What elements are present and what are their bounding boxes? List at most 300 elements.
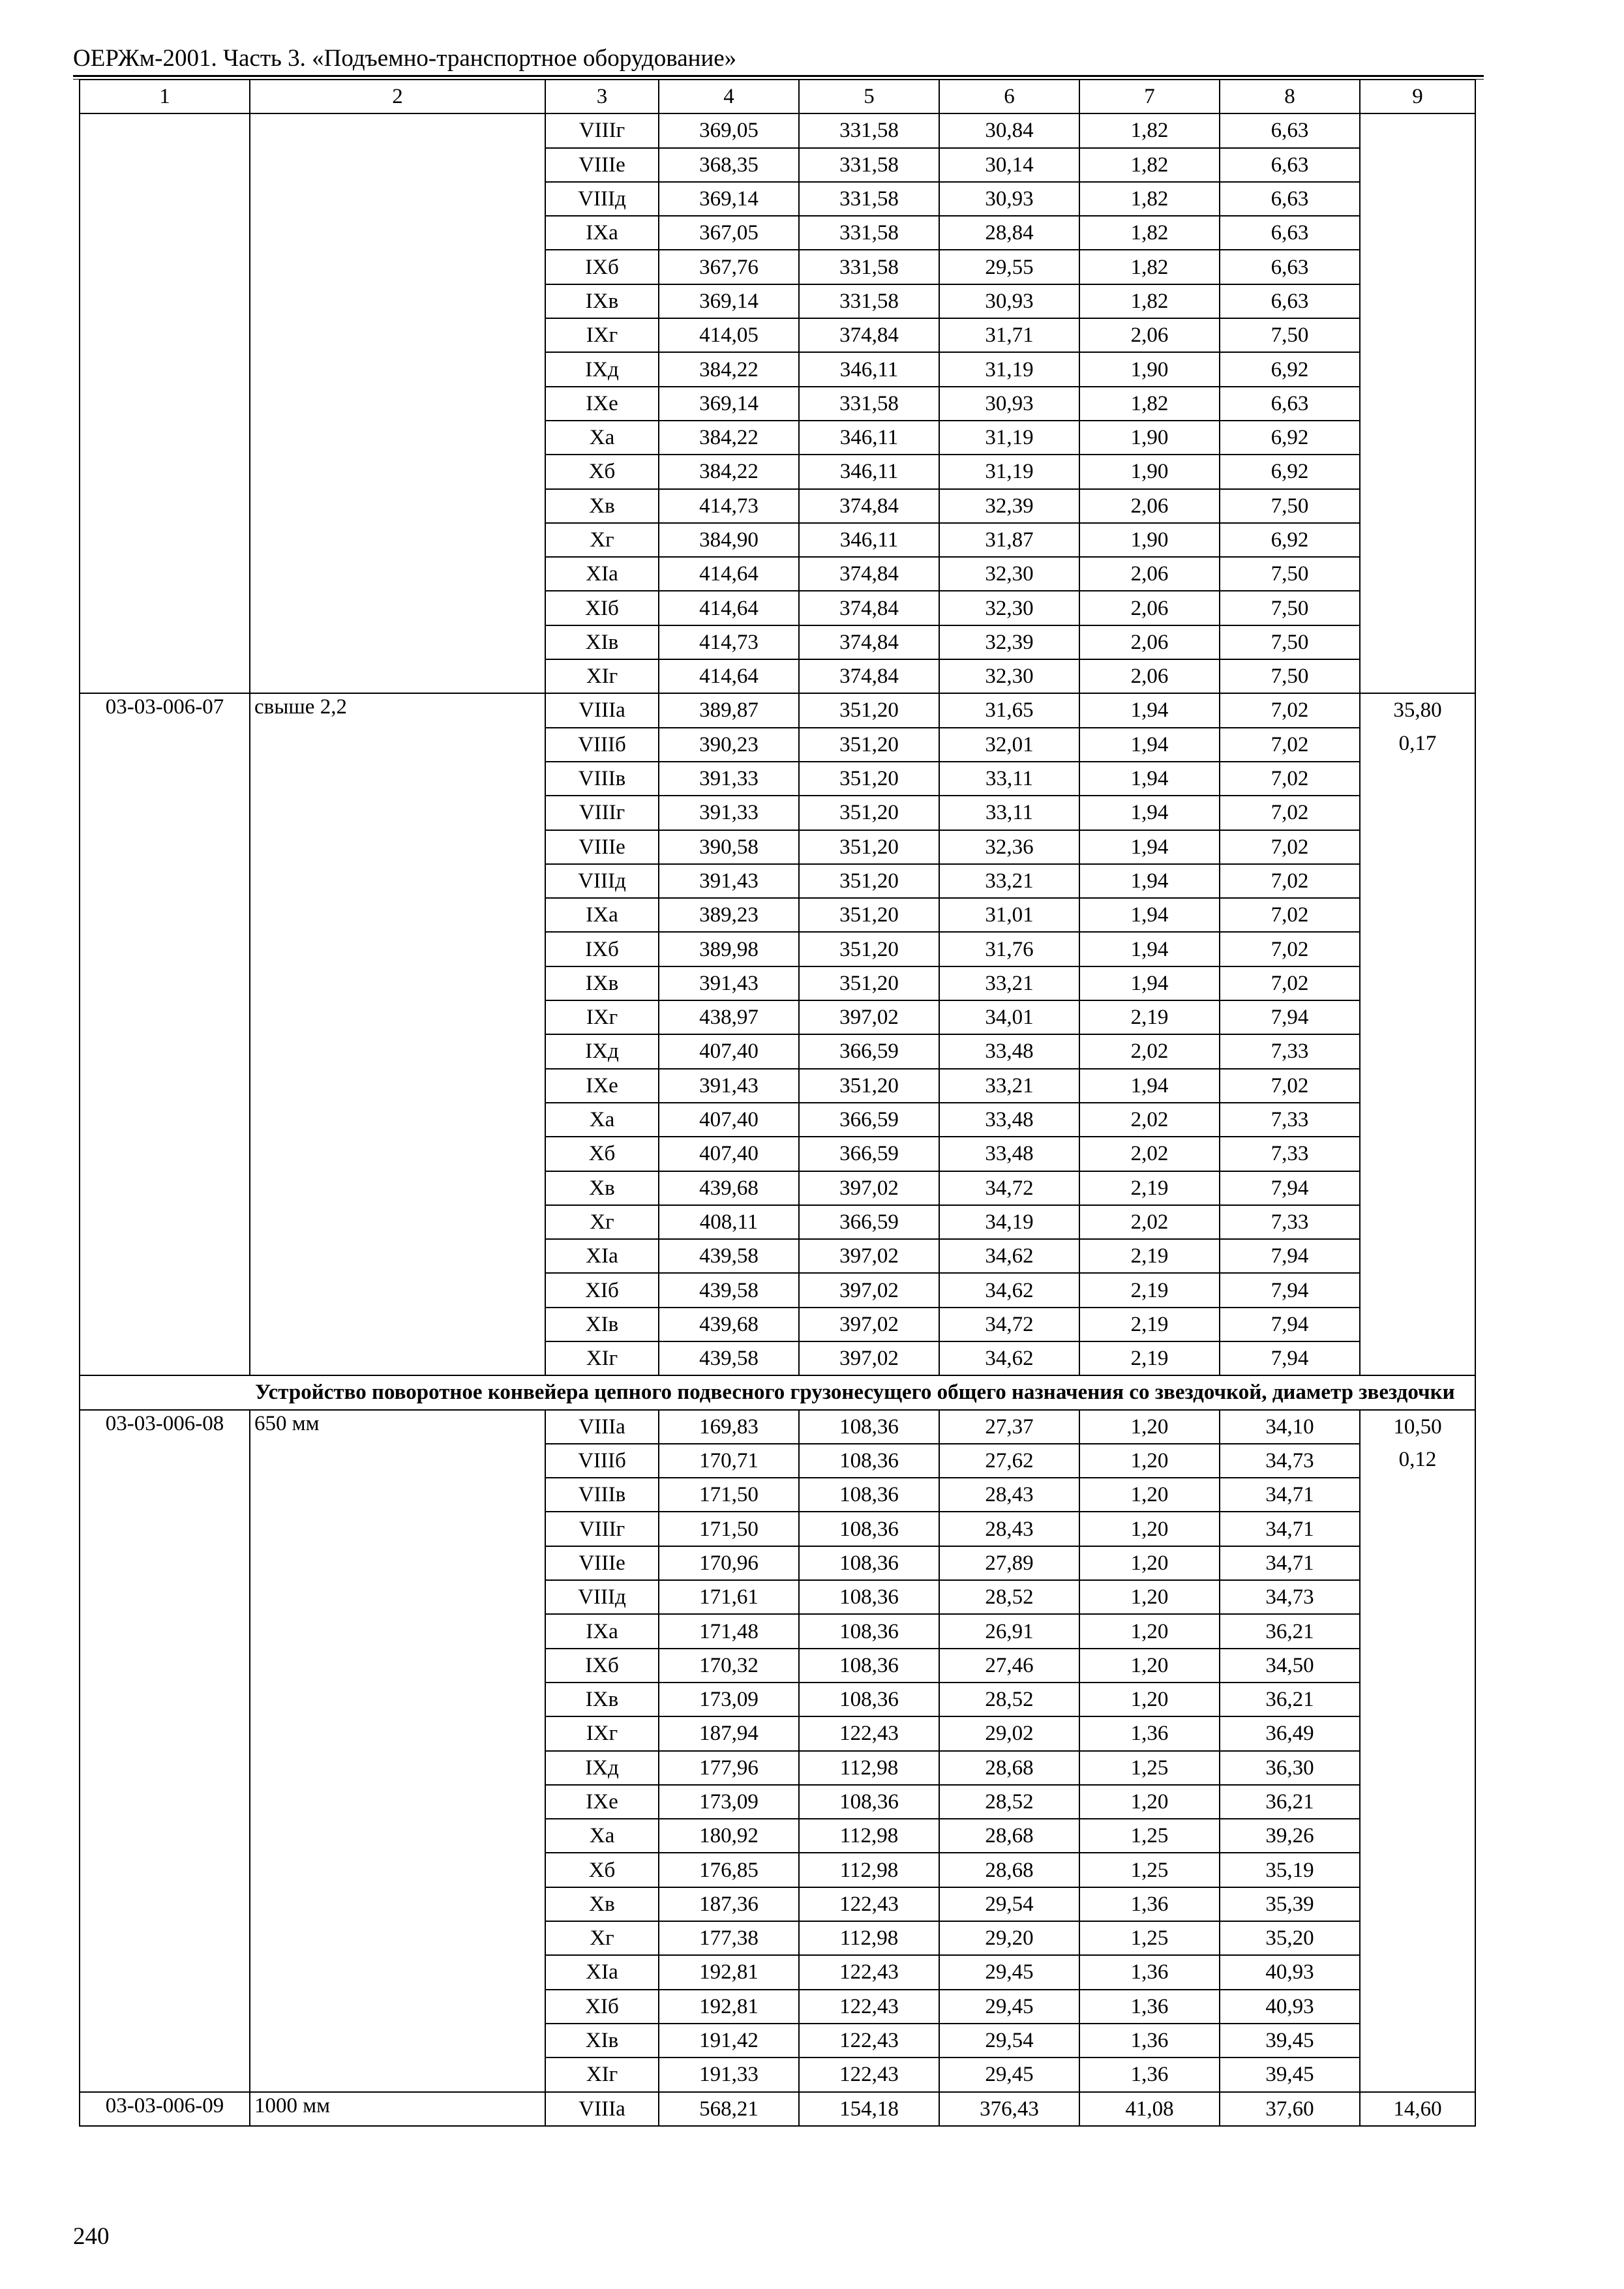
value-cell: 31,01 <box>939 898 1079 932</box>
column-number-row <box>80 80 1475 113</box>
value-cell: 32,39 <box>939 489 1079 523</box>
value-cell: 35,20 <box>1220 1921 1360 1955</box>
region-cell: Xа <box>545 1103 659 1137</box>
region-cell: IXе <box>545 1785 659 1819</box>
value-cell: 2,06 <box>1079 659 1220 693</box>
value-cell: 34,50 <box>1220 1649 1360 1683</box>
value-cell: 34,10 <box>1220 1410 1360 1444</box>
value-cell: 31,76 <box>939 932 1079 966</box>
value-cell: 1,94 <box>1079 1069 1220 1103</box>
value-cell: 1,94 <box>1079 728 1220 762</box>
region-cell: XIв <box>545 2024 659 2057</box>
value-cell: 29,02 <box>939 1716 1079 1750</box>
value-cell: 1,20 <box>1079 1410 1220 1444</box>
value-cell: 7,50 <box>1220 659 1360 693</box>
value-cell: 1,82 <box>1079 113 1220 147</box>
value-cell: 397,02 <box>799 1308 939 1341</box>
value-cell: 36,21 <box>1220 1785 1360 1819</box>
value-cell: 1,36 <box>1079 1990 1220 2024</box>
value-cell: 31,65 <box>939 693 1079 727</box>
value-cell: 108,36 <box>799 1649 939 1683</box>
value-cell: 414,64 <box>659 659 799 693</box>
value-cell: 33,11 <box>939 796 1079 830</box>
value-cell: 1,94 <box>1079 864 1220 898</box>
col9-cell <box>1360 1410 1475 2092</box>
region-cell: XIа <box>545 1239 659 1273</box>
value-cell: 122,43 <box>799 1990 939 2024</box>
value-cell: 7,02 <box>1220 693 1360 727</box>
value-cell: 32,36 <box>939 830 1079 864</box>
value-cell: 351,20 <box>799 864 939 898</box>
region-cell: IXб <box>545 250 659 284</box>
region-cell: IXб <box>545 932 659 966</box>
value-cell: 28,43 <box>939 1512 1079 1546</box>
value-cell: 391,43 <box>659 864 799 898</box>
value-cell: 170,71 <box>659 1444 799 1478</box>
value-cell: 2,06 <box>1079 318 1220 352</box>
col9-value: 0,12 <box>1398 1447 1437 1471</box>
value-cell: 7,02 <box>1220 796 1360 830</box>
value-cell: 191,42 <box>659 2024 799 2057</box>
column-number-cell: 9 <box>1360 80 1475 113</box>
value-cell: 414,64 <box>659 557 799 591</box>
value-cell: 7,94 <box>1220 1341 1360 1375</box>
value-cell: 369,14 <box>659 284 799 318</box>
value-cell: 439,68 <box>659 1308 799 1341</box>
value-cell: 36,21 <box>1220 1614 1360 1648</box>
value-cell: 346,11 <box>799 352 939 386</box>
region-cell: VIIIг <box>545 1512 659 1546</box>
region-cell: VIIIе <box>545 1546 659 1580</box>
col9-cell <box>1360 113 1475 693</box>
value-cell: 40,93 <box>1220 1990 1360 2024</box>
value-cell: 331,58 <box>799 113 939 147</box>
page-number: 240 <box>73 2223 110 2250</box>
value-cell: 369,14 <box>659 182 799 216</box>
value-cell: 171,48 <box>659 1614 799 1648</box>
value-cell: 33,48 <box>939 1103 1079 1137</box>
value-cell: 414,64 <box>659 591 799 625</box>
value-cell: 31,19 <box>939 421 1079 455</box>
value-cell: 351,20 <box>799 932 939 966</box>
value-cell: 2,19 <box>1079 1308 1220 1341</box>
value-cell: 1,82 <box>1079 182 1220 216</box>
value-cell: 346,11 <box>799 523 939 557</box>
region-cell: XIа <box>545 557 659 591</box>
value-cell: 414,73 <box>659 625 799 659</box>
rate-name-cell: 1000 мм <box>250 2092 545 2126</box>
value-cell: 28,68 <box>939 1751 1079 1785</box>
value-cell: 122,43 <box>799 2057 939 2091</box>
value-cell: 366,59 <box>799 1103 939 1137</box>
region-cell: Xа <box>545 1819 659 1853</box>
value-cell: 39,45 <box>1220 2057 1360 2091</box>
value-cell: 34,72 <box>939 1308 1079 1341</box>
value-cell: 34,62 <box>939 1341 1079 1375</box>
value-cell: 122,43 <box>799 1955 939 1989</box>
table-row <box>80 1410 1475 1444</box>
column-number-cell: 5 <box>799 80 939 113</box>
value-cell: 2,19 <box>1079 1273 1220 1307</box>
value-cell: 7,94 <box>1220 1171 1360 1205</box>
value-cell: 30,93 <box>939 387 1079 421</box>
rate-name-cell: 650 мм <box>250 1410 545 2092</box>
value-cell: 36,49 <box>1220 1716 1360 1750</box>
value-cell: 351,20 <box>799 966 939 1000</box>
value-cell: 112,98 <box>799 1921 939 1955</box>
value-cell: 122,43 <box>799 1887 939 1921</box>
value-cell: 351,20 <box>799 796 939 830</box>
value-cell: 7,33 <box>1220 1205 1360 1239</box>
value-cell: 351,20 <box>799 1069 939 1103</box>
page-header-title: ОЕРЖм-2001. Часть 3. «Подъемно-транспортное оборудование» <box>73 45 737 72</box>
region-cell: IXе <box>545 387 659 421</box>
table-body <box>80 113 1475 2126</box>
value-cell: 7,94 <box>1220 1273 1360 1307</box>
value-cell: 397,02 <box>799 1341 939 1375</box>
value-cell: 37,60 <box>1220 2092 1360 2126</box>
value-cell: 1,20 <box>1079 1683 1220 1716</box>
value-cell: 397,02 <box>799 1000 939 1034</box>
section-title: Устройство поворотное конвейера цепного подвесного грузонесущего общего назначения со звездочкой, диаметр звездочки <box>250 1375 1475 1409</box>
column-number-cell: 6 <box>939 80 1079 113</box>
value-cell: 30,93 <box>939 284 1079 318</box>
value-cell: 351,20 <box>799 693 939 727</box>
value-cell: 34,62 <box>939 1239 1079 1273</box>
value-cell: 169,83 <box>659 1410 799 1444</box>
value-cell: 351,20 <box>799 830 939 864</box>
value-cell: 1,94 <box>1079 796 1220 830</box>
value-cell: 7,02 <box>1220 728 1360 762</box>
value-cell: 34,72 <box>939 1171 1079 1205</box>
region-cell: VIIIг <box>545 796 659 830</box>
value-cell: 2,06 <box>1079 489 1220 523</box>
region-cell: IXв <box>545 284 659 318</box>
table-row <box>80 693 1475 727</box>
value-cell: 1,20 <box>1079 1785 1220 1819</box>
value-cell: 122,43 <box>799 2024 939 2057</box>
value-cell: 1,36 <box>1079 1716 1220 1750</box>
value-cell: 6,92 <box>1220 523 1360 557</box>
column-number-cell: 3 <box>545 80 659 113</box>
region-cell: XIг <box>545 2057 659 2091</box>
rate-name-cell: свыше 2,2 <box>250 693 545 1375</box>
region-cell: IXа <box>545 1614 659 1648</box>
value-cell: 351,20 <box>799 762 939 796</box>
value-cell: 6,63 <box>1220 387 1360 421</box>
value-cell: 7,94 <box>1220 1239 1360 1273</box>
value-cell: 6,63 <box>1220 113 1360 147</box>
value-cell: 27,37 <box>939 1410 1079 1444</box>
value-cell: 27,62 <box>939 1444 1079 1478</box>
value-cell: 171,50 <box>659 1512 799 1546</box>
value-cell: 1,90 <box>1079 523 1220 557</box>
value-cell: 391,43 <box>659 966 799 1000</box>
value-cell: 30,14 <box>939 148 1079 182</box>
value-cell: 1,90 <box>1079 421 1220 455</box>
value-cell: 108,36 <box>799 1683 939 1716</box>
value-cell: 389,98 <box>659 932 799 966</box>
value-cell: 7,50 <box>1220 318 1360 352</box>
value-cell: 30,84 <box>939 113 1079 147</box>
region-cell: Xг <box>545 1205 659 1239</box>
value-cell: 7,02 <box>1220 830 1360 864</box>
region-cell: XIв <box>545 625 659 659</box>
value-cell: 7,02 <box>1220 898 1360 932</box>
value-cell: 2,06 <box>1079 625 1220 659</box>
region-cell: VIIIб <box>545 728 659 762</box>
value-cell: 187,94 <box>659 1716 799 1750</box>
value-cell: 28,43 <box>939 1478 1079 1512</box>
value-cell: 2,02 <box>1079 1137 1220 1171</box>
value-cell: 6,63 <box>1220 216 1360 250</box>
col9-value: 10,50 <box>1393 1414 1442 1439</box>
value-cell: 7,02 <box>1220 966 1360 1000</box>
value-cell: 170,96 <box>659 1546 799 1580</box>
value-cell: 1,20 <box>1079 1444 1220 1478</box>
region-cell: XIв <box>545 1308 659 1341</box>
region-cell: Xв <box>545 1171 659 1205</box>
value-cell: 1,82 <box>1079 284 1220 318</box>
region-cell: Xа <box>545 421 659 455</box>
value-cell: 177,96 <box>659 1751 799 1785</box>
value-cell: 391,43 <box>659 1069 799 1103</box>
region-cell: VIIIа <box>545 693 659 727</box>
value-cell: 112,98 <box>799 1853 939 1887</box>
value-cell: 34,71 <box>1220 1512 1360 1546</box>
value-cell: 36,30 <box>1220 1751 1360 1785</box>
value-cell: 1,36 <box>1079 2057 1220 2091</box>
region-cell: IXе <box>545 1069 659 1103</box>
value-cell: 108,36 <box>799 1546 939 1580</box>
table-row <box>80 113 1475 147</box>
value-cell: 31,19 <box>939 455 1079 488</box>
value-cell: 331,58 <box>799 284 939 318</box>
region-cell: Xг <box>545 523 659 557</box>
value-cell: 1,20 <box>1079 1580 1220 1614</box>
value-cell: 2,02 <box>1079 1103 1220 1137</box>
col9-cell <box>1360 2092 1475 2126</box>
value-cell: 346,11 <box>799 455 939 488</box>
value-cell: 33,11 <box>939 762 1079 796</box>
value-cell: 369,05 <box>659 113 799 147</box>
value-cell: 29,45 <box>939 1955 1079 1989</box>
value-cell: 108,36 <box>799 1410 939 1444</box>
value-cell: 108,36 <box>799 1580 939 1614</box>
value-cell: 33,48 <box>939 1034 1079 1068</box>
value-cell: 177,38 <box>659 1921 799 1955</box>
value-cell: 1,25 <box>1079 1819 1220 1853</box>
value-cell: 397,02 <box>799 1171 939 1205</box>
value-cell: 374,84 <box>799 659 939 693</box>
value-cell: 439,58 <box>659 1273 799 1307</box>
value-cell: 122,43 <box>799 1716 939 1750</box>
value-cell: 187,36 <box>659 1887 799 1921</box>
rate-code-cell <box>80 113 250 693</box>
value-cell: 34,71 <box>1220 1546 1360 1580</box>
value-cell: 35,19 <box>1220 1853 1360 1887</box>
value-cell: 7,50 <box>1220 591 1360 625</box>
value-cell: 407,40 <box>659 1034 799 1068</box>
rate-code-cell: 03-03-006-08 <box>80 1410 250 2092</box>
region-cell: VIIIд <box>545 182 659 216</box>
value-cell: 439,58 <box>659 1239 799 1273</box>
value-cell: 171,61 <box>659 1580 799 1614</box>
value-cell: 29,20 <box>939 1921 1079 1955</box>
value-cell: 27,89 <box>939 1546 1079 1580</box>
value-cell: 33,21 <box>939 864 1079 898</box>
value-cell: 28,68 <box>939 1853 1079 1887</box>
value-cell: 7,33 <box>1220 1103 1360 1137</box>
value-cell: 1,94 <box>1079 966 1220 1000</box>
value-cell: 1,36 <box>1079 1887 1220 1921</box>
value-cell: 369,14 <box>659 387 799 421</box>
value-cell: 7,94 <box>1220 1000 1360 1034</box>
region-cell: Xб <box>545 1853 659 1887</box>
value-cell: 407,40 <box>659 1103 799 1137</box>
region-cell: IXа <box>545 898 659 932</box>
col9-value: 14,60 <box>1393 2097 1442 2121</box>
value-cell: 34,71 <box>1220 1478 1360 1512</box>
rates-table <box>79 79 1476 2127</box>
value-cell: 384,22 <box>659 455 799 488</box>
value-cell: 36,21 <box>1220 1683 1360 1716</box>
region-cell: IXг <box>545 318 659 352</box>
value-cell: 1,20 <box>1079 1546 1220 1580</box>
value-cell: 331,58 <box>799 250 939 284</box>
value-cell: 408,11 <box>659 1205 799 1239</box>
value-cell: 1,20 <box>1079 1478 1220 1512</box>
value-cell: 33,48 <box>939 1137 1079 1171</box>
value-cell: 108,36 <box>799 1614 939 1648</box>
region-cell: IXг <box>545 1716 659 1750</box>
value-cell: 176,85 <box>659 1853 799 1887</box>
value-cell: 439,68 <box>659 1171 799 1205</box>
value-cell: 2,06 <box>1079 591 1220 625</box>
value-cell: 384,22 <box>659 421 799 455</box>
value-cell: 384,22 <box>659 352 799 386</box>
value-cell: 1,82 <box>1079 148 1220 182</box>
value-cell: 7,33 <box>1220 1137 1360 1171</box>
value-cell: 7,02 <box>1220 1069 1360 1103</box>
empty-cell <box>80 1375 250 1409</box>
value-cell: 32,30 <box>939 659 1079 693</box>
region-cell: XIб <box>545 591 659 625</box>
value-cell: 32,39 <box>939 625 1079 659</box>
value-cell: 389,87 <box>659 693 799 727</box>
region-cell: Xв <box>545 489 659 523</box>
column-number-cell: 2 <box>250 80 545 113</box>
value-cell: 39,45 <box>1220 2024 1360 2057</box>
table-row <box>80 2092 1475 2126</box>
region-cell: IXд <box>545 1034 659 1068</box>
value-cell: 41,08 <box>1079 2092 1220 2126</box>
value-cell: 31,71 <box>939 318 1079 352</box>
value-cell: 29,54 <box>939 2024 1079 2057</box>
value-cell: 7,94 <box>1220 1308 1360 1341</box>
value-cell: 2,19 <box>1079 1239 1220 1273</box>
value-cell: 154,18 <box>799 2092 939 2126</box>
value-cell: 173,09 <box>659 1785 799 1819</box>
region-cell: IXд <box>545 1751 659 1785</box>
region-cell: VIIIв <box>545 762 659 796</box>
value-cell: 171,50 <box>659 1478 799 1512</box>
value-cell: 1,82 <box>1079 216 1220 250</box>
value-cell: 34,19 <box>939 1205 1079 1239</box>
value-cell: 366,59 <box>799 1034 939 1068</box>
value-cell: 191,33 <box>659 2057 799 2091</box>
value-cell: 351,20 <box>799 898 939 932</box>
region-cell: VIIIг <box>545 113 659 147</box>
value-cell: 34,73 <box>1220 1580 1360 1614</box>
value-cell: 367,05 <box>659 216 799 250</box>
region-cell: IXд <box>545 352 659 386</box>
value-cell: 1,20 <box>1079 1614 1220 1648</box>
value-cell: 7,50 <box>1220 625 1360 659</box>
value-cell: 35,39 <box>1220 1887 1360 1921</box>
value-cell: 28,52 <box>939 1683 1079 1716</box>
value-cell: 384,90 <box>659 523 799 557</box>
value-cell: 397,02 <box>799 1273 939 1307</box>
region-cell: VIIIд <box>545 864 659 898</box>
value-cell: 6,92 <box>1220 455 1360 488</box>
value-cell: 26,91 <box>939 1614 1079 1648</box>
value-cell: 34,01 <box>939 1000 1079 1034</box>
value-cell: 407,40 <box>659 1137 799 1171</box>
value-cell: 374,84 <box>799 625 939 659</box>
value-cell: 34,73 <box>1220 1444 1360 1478</box>
value-cell: 346,11 <box>799 421 939 455</box>
region-cell: XIа <box>545 1955 659 1989</box>
value-cell: 31,19 <box>939 352 1079 386</box>
value-cell: 34,62 <box>939 1273 1079 1307</box>
value-cell: 112,98 <box>799 1751 939 1785</box>
value-cell: 2,19 <box>1079 1341 1220 1375</box>
value-cell: 331,58 <box>799 387 939 421</box>
value-cell: 6,63 <box>1220 250 1360 284</box>
value-cell: 390,23 <box>659 728 799 762</box>
value-cell: 31,87 <box>939 523 1079 557</box>
value-cell: 32,30 <box>939 557 1079 591</box>
value-cell: 366,59 <box>799 1205 939 1239</box>
value-cell: 391,33 <box>659 796 799 830</box>
value-cell: 6,63 <box>1220 182 1360 216</box>
value-cell: 170,32 <box>659 1649 799 1683</box>
column-number-cell: 8 <box>1220 80 1360 113</box>
region-cell: IXв <box>545 1683 659 1716</box>
value-cell: 112,98 <box>799 1819 939 1853</box>
value-cell: 6,63 <box>1220 284 1360 318</box>
value-cell: 374,84 <box>799 318 939 352</box>
value-cell: 1,90 <box>1079 352 1220 386</box>
value-cell: 1,94 <box>1079 898 1220 932</box>
value-cell: 28,52 <box>939 1580 1079 1614</box>
region-cell: Xб <box>545 1137 659 1171</box>
value-cell: 1,94 <box>1079 762 1220 796</box>
region-cell: VIIIе <box>545 830 659 864</box>
value-cell: 1,94 <box>1079 830 1220 864</box>
region-cell: XIб <box>545 1273 659 1307</box>
value-cell: 7,50 <box>1220 489 1360 523</box>
region-cell: IXб <box>545 1649 659 1683</box>
column-number-cell: 4 <box>659 80 799 113</box>
value-cell: 331,58 <box>799 182 939 216</box>
value-cell: 28,52 <box>939 1785 1079 1819</box>
value-cell: 1,25 <box>1079 1921 1220 1955</box>
value-cell: 7,33 <box>1220 1034 1360 1068</box>
value-cell: 389,23 <box>659 898 799 932</box>
value-cell: 2,19 <box>1079 1000 1220 1034</box>
